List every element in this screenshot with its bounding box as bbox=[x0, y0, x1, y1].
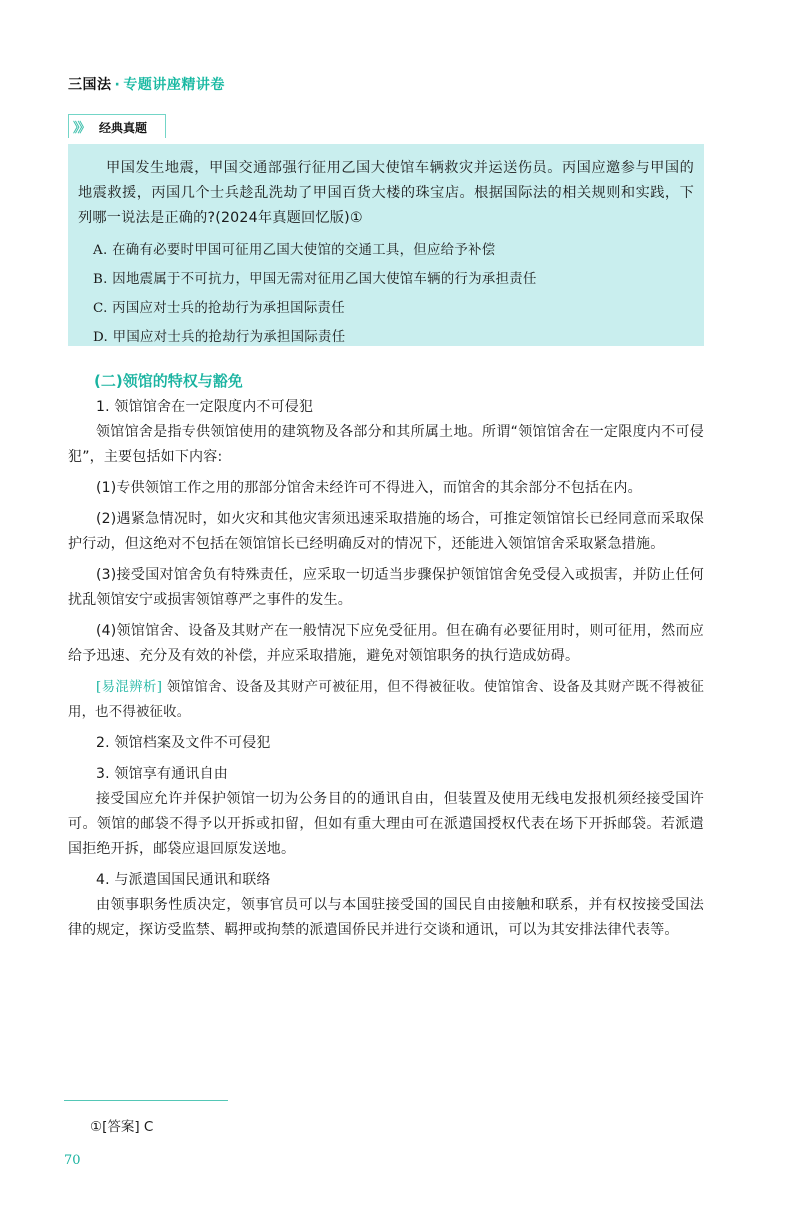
list-item-2: (2)遇紧急情况时，如火灾和其他灾害须迅速采取措施的场合，可推定领馆馆长已经同意而采取保护行动，但这绝对不包括在领馆馆长已经明确反对的情况下，还能进入领馆馆舍采取紧急措施。 bbox=[68, 511, 704, 552]
list-item-3: (3)接受国对馆舍负有特殊责任，应采取一切适当步骤保护领馆馆舍免受侵入或损害，并防止任何扰乱领馆安宁或损害领馆尊严之事件的发生。 bbox=[68, 567, 704, 608]
main-content bbox=[68, 368, 704, 943]
note-text: 领馆馆舍、设备及其财产可被征用，但不得被征收。使馆馆舍、设备及其财产既不得被征用，也不得被征收。 bbox=[68, 680, 704, 720]
subheading-2: 2. 领馆档案及文件不可侵犯 bbox=[96, 735, 271, 751]
subheading-4: 4. 与派遣国国民通讯和联络 bbox=[96, 872, 271, 888]
note-label: [易混辨析] bbox=[96, 680, 163, 695]
footnote-divider bbox=[64, 1100, 228, 1101]
exam-option-c: C. 丙国应对士兵的抢劫行为承担国际责任 bbox=[93, 301, 345, 316]
running-header bbox=[68, 74, 225, 94]
series-title: 专题讲座精讲卷 bbox=[123, 77, 225, 93]
header-separator: · bbox=[114, 77, 121, 93]
double-chevron-icon: 》》 bbox=[73, 121, 89, 136]
subheading-1: 1. 领馆馆舍在一定限度内不可侵犯 bbox=[96, 399, 314, 415]
page-number: 70 bbox=[64, 1153, 81, 1168]
exam-option-b: B. 因地震属于不可抗力，甲国无需对征用乙国大使馆车辆的行为承担责任 bbox=[93, 272, 537, 287]
paragraph-1: 领馆馆舍是指专供领馆使用的建筑物及各部分和其所属土地。所谓“领馆馆舍在一定限度内不可侵犯”，主要包括如下内容: bbox=[68, 424, 704, 465]
classic-exam-tag bbox=[68, 114, 166, 138]
paragraph-4: 由领事职务性质决定，领事官员可以与本国驻接受国的国民自由接触和联系，并有权按接受国法律的规定，探访受监禁、羁押或拘禁的派遣国侨民并进行交谈和通讯，可以为其安排法律代表等。 bbox=[68, 897, 704, 938]
list-item-4: (4)领馆馆舍、设备及其财产在一般情况下应免受征用。但在确有必要征用时，则可征用，然而应给予迅速、充分及有效的补偿，并应采取措施，避免对领馆职务的执行造成妨碍。 bbox=[68, 623, 704, 664]
list-item-1: (1)专供领馆工作之用的那部分馆舍未经许可不得进入，而馆舍的其余部分不包括在内。 bbox=[96, 480, 642, 496]
exam-question-text: 甲国发生地震，甲国交通部强行征用乙国大使馆车辆救灾并运送伤员。丙国应邀参与甲国的地震救援，丙国几个士兵趁乱洗劫了甲国百货大楼的珠宝店。根据国际法的相关规则和实践，下列哪一说法是正确的?(2024年真题回忆版)① bbox=[78, 160, 694, 226]
exam-question-box bbox=[68, 144, 704, 346]
section-title: (二)领馆的特权与豁免 bbox=[94, 372, 243, 390]
book-title: 三国法 bbox=[68, 77, 112, 93]
footnote-answer: ①[答案] C bbox=[90, 1119, 154, 1135]
exam-options bbox=[78, 236, 694, 352]
exam-option-a: A. 在确有必要时甲国可征用乙国大使馆的交通工具，但应给予补偿 bbox=[93, 243, 496, 258]
tag-label: 经典真题 bbox=[99, 121, 148, 135]
subheading-3: 3. 领馆享有通讯自由 bbox=[96, 766, 229, 782]
paragraph-3: 接受国应允许并保护领馆一切为公务目的的通讯自由，但装置及使用无线电发报机须经接受国许可。领馆的邮袋不得予以开拆或扣留，但如有重大理由可在派遣国授权代表在场下开拆邮袋。若派遣国拒绝开拆，邮袋应退回原发送地。 bbox=[68, 791, 704, 857]
confusion-note bbox=[68, 675, 704, 725]
exam-option-d: D. 甲国应对士兵的抢劫行为承担国际责任 bbox=[93, 330, 346, 345]
